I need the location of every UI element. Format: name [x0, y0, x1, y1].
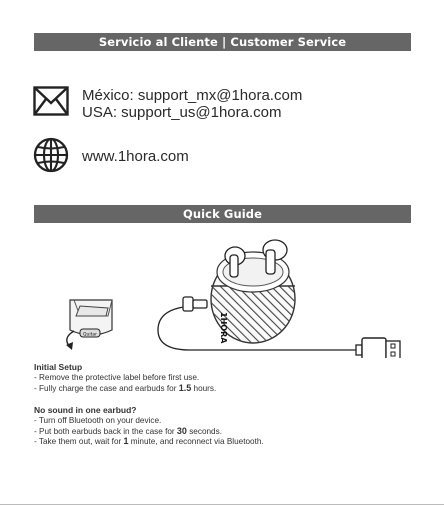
brand-logo: 1HORA	[219, 312, 228, 344]
usb-a-plug	[356, 338, 400, 358]
bottom-divider	[0, 504, 444, 505]
usa-email[interactable]: USA: support_us@1hora.com	[82, 104, 282, 121]
sound-title: No sound in one earbud?	[34, 405, 137, 415]
sticker-illustration	[70, 300, 112, 338]
setup-step-1: - Remove the protective label before first use.	[34, 373, 200, 382]
usb-c-plug	[183, 297, 207, 311]
website-link[interactable]: www.1hora.com	[82, 148, 189, 165]
charging-illustration	[0, 228, 444, 358]
mail-icon	[33, 86, 69, 116]
sound-step-3: - Take them out, wait for 1 minute, and reconnect via Bluetooth.	[34, 436, 264, 446]
quick-guide-header: Quick Guide	[34, 205, 411, 223]
sound-step-2: - Put both earbuds back in the case for 30 seconds.	[34, 426, 222, 436]
charging-case	[211, 252, 295, 346]
customer-service-header: Servicio al Cliente | Customer Service	[34, 33, 411, 51]
globe-icon	[33, 137, 69, 173]
sound-step-1: - Turn off Bluetooth on your device.	[34, 416, 162, 425]
mexico-email[interactable]: México: support_mx@1hora.com	[82, 87, 303, 104]
sticker-label: Quitar	[82, 332, 98, 338]
setup-step-2: - Fully charge the case and earbuds for 1.5 hours.	[34, 383, 217, 393]
setup-title: Initial Setup	[34, 362, 83, 372]
